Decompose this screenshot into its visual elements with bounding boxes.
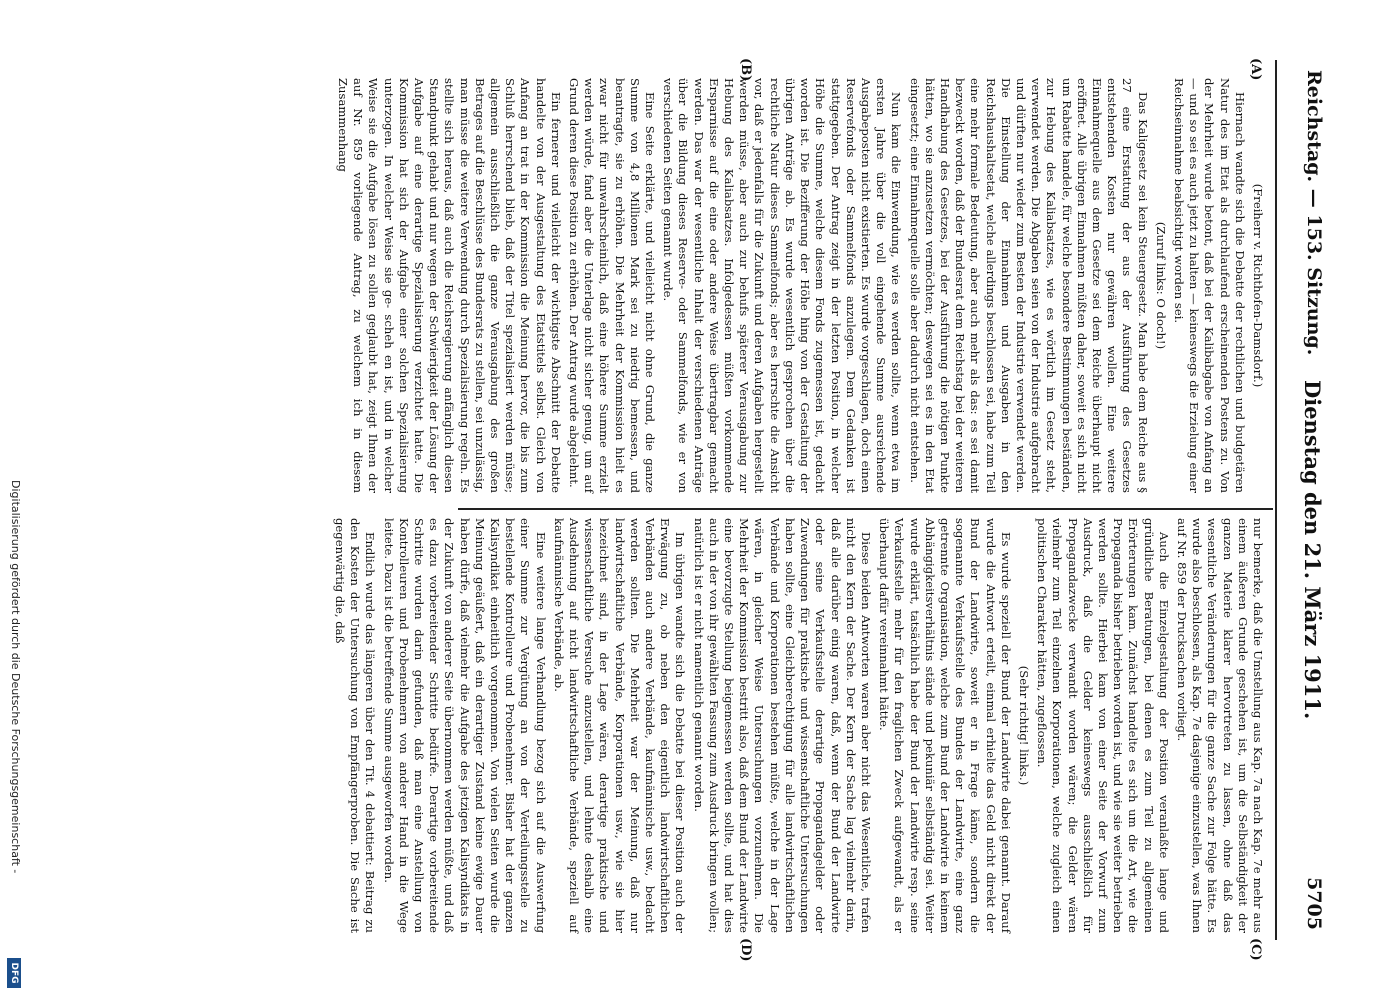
- paragraph: Im übrigen wandte sich die Debatte bei dieser Position auch der Erwägung zu, ob neben den eigentlich landwirtschaftlichen Verbänden auch andere Verbände, kaufmännische usw., bedacht werden sollten. Die Mehrheit war der Meinung, daß nur landwirtschaftliche Verbände, Korporationen usw., wie sie hier bezeichnet sind, in der Lage wären, derartige praktische und wissenschaftliche Versuche anzustellen, und lehnte deshalb eine Ausdehnung auf nicht landwirtschaftliche Verbände, speziell auf kaufmännische Verbände, ab.: [551, 518, 688, 933]
- page-number: 5705: [1303, 877, 1325, 930]
- speaker-line: (Freiherr v. Richthofen-Damsdorf.): [1251, 183, 1265, 388]
- margin-mark-a: (A): [1248, 58, 1263, 81]
- paragraph: Nun kam die Einwendung, wie es werden sollte, wenn etwa im ersten Jahre über die voll eingehende Summe ausreichende Ausgabeposten nicht existierten. Es wurde vorgeschlagen, doch einen Reservefonds oder Sammelfonds anzulegen. Dem Gedanken ist stattgegeben. Der Antrag zeigt in der letzten Position, in welcher Höhe die Summe, welche diesem Fonds zugemessen ist, gedacht worden ist. Die Bezifferung der Höhe hing von der Gestaltung der übrigen Anträge ab. Es wurde wesentlich gesprochen über die rechtliche Natur dieses Sammelfonds; aber es herrschte die Ansicht vor, daß er jedenfalls für die Zukunft und deren Aufgaben hergestellt werden müsse, aber auch zur behufs späterer Verausgabung zur Hebung des Kaliabsatzes. Infolgedessen müßten vorkommende Ersparnisse auf die eine oder andere Weise übertragbar gemacht werden. Das war der wesentliche Inhalt der verschiedenen Anträge über die Bildung dieses Reserve- oder Sammelfonds, wie er von verschiedenen Seiten genannt wurde.: [661, 78, 904, 493]
- header-date: Dienstag den 21. März 1911.: [1300, 380, 1325, 720]
- header-left: Reichstag. — 153. Sitzung.: [1303, 70, 1325, 356]
- paragraph: Das Kaligesetz sei kein Steuergesetz. Man habe dem Reiche aus § 27 eine Erstattung der aus der Ausführung des Gesetzes entstehenden Kosten nur gewähren wollen. Eine weitere Einnahmequelle aus dem Gesetze sei dem Reiche überhaupt nicht eröffnet. Alle übrigen Einnahmen müßten daher, soweit es sich nicht um Rabatte handele, für welche besondere Bestimmungen beständen, zur Hebung des Kaliabsatzes, wie es wörtlich im Gesetz steht, verwendet werden. Die Abgaben seien von der Industrie aufgebracht und dürften nur wieder zum Besten der Industrie verwendet werden. Die Einstellung der Einnahmen und Ausgaben in den Reichshaushaltsetat, welche allerdings beschlossen sei, habe zum Teil eine mehr formale Bedeutung, aber auch mehr als das: es sei damit bezweckt worden, daß der Bundesrat dem Reichstag bei der weiteren Handhabung des Gesetzes, bei der Ausführung die nötigen Punkte hätten, wo sie anzusetzen vermöchten; deswegen sei es in den Etat eingesetzt; eine Einnahmequelle solle aber dadurch nicht entstehen.: [907, 78, 1150, 493]
- digitization-credit: Digitalisierung gefördert durch die Deutsche Forschungsgemeinschaft -: [9, 480, 22, 874]
- dfg-logo: DFG: [7, 958, 21, 988]
- paragraph: nur bemerke, daß die Umstellung aus Kap. 7a nach Kap. 7e mehr aus einem äußeren Grunde geschehen ist, um die Selbständigkeit der ganzen Materie klarer hervortreten zu lassen, ohne daß das wesentliche Veränderungen für die ganze Sache zur Folge hätte. Es wurde also beschlossen, als Kap. 7e dasjenige einzustellen, was Ihnen auf Nr. 859 der Drucksachen vorliegt.: [1174, 518, 1265, 933]
- right-column: [333, 518, 1265, 933]
- paragraph: Ein fernerer und vielleicht der wichtigste Abschnitt der Debatte handelte von der Ausgestaltung des Etatstitels selbst. Gleich von Anfang an trat in der Kommission die Meinung hervor, die bis zum Schluß herrschend blieb, daß der Titel spezialisiert werden müsse; allgemein ausschließlich die ganze Verausgabung des großen Betrages auf die Beschlüsse des Bundesrats zu stellen, sei unzulässig, man müsse die weitere Verwendung durch Spezialisierung regeln. Es stellte sich heraus, daß auch die Reichsregierung anfänglich diesen Standpunkt gehabt und nur wegen der Schwierigkeit der Lösung der Aufgabe auf eine derartige Spezialisierung verzichtet hatte. Die Kommission hat sich der Aufgabe einer solchen Spezialisierung unterzogen. In welcher Weise sie ge- scheh en ist, und in welcher Weise sie die Aufgabe lösen zu sollen geglaubt hat, zeigt Ihnen der auf Nr. 859 vorliegende Antrag, zu welchem ich in diesem Zusammenhang: [336, 78, 563, 493]
- paragraph: Auch die Einzelgestaltung der Position veranlaßte lange und gründliche Beratungen, bei denen es zum Teil zu allgemeinen Erörterungen kam. Zunächst handelte es sich um die Art, wie die Propaganda bisher betrieben worden ist, und wie sie weiter betrieben werden sollte. Hierbei kam von einer Seite der Vorwurf zum Ausdruck, daß die Gelder keineswegs ausschließlich für Propagandazwecke verwandt worden wären; die Gelder wären vielmehr zum Teil einzelnen Korporationen, welche zugleich einen politischen Charakter hätten, zugeflossen.: [1035, 518, 1171, 933]
- header-rule: [1275, 60, 1277, 940]
- interjection: (Sehr richtig! links.): [1016, 665, 1031, 786]
- paragraph: Hiernach wandte sich die Debatte der rechtlichen und budgetären Natur des im Etat als durchlaufend erscheinenden Postens zu. Von der Mehrheit wurde betont, daß bei der Kalibabgabe von Anfang an — und so sei es auch jetzt zu halten — keineswegs die Erzielung einer Reichseinnahme beabsichtigt worden sei.: [1171, 78, 1247, 493]
- paragraph: Diese beiden Antworten waren aber nicht das Wesentliche, trafen nicht den Kern der Sache. Der Kern der Sache lag vielmehr darin, daß alle darüber einig waren, daß, wenn der Bund der Landwirte oder seine Verkaufsstelle derartige Propagandagelder oder Zuwendungen für praktische und wissenschaftliche Untersuchungen haben sollte, eine Gleichberechtigung für alle landwirtschaftlichen Verbände und Korporationen bestehen müßte, welche in der Lage wären, in gleicher Weise Untersuchungen vorzunehmen. Die Mehrheit der Kommission bestritt also, daß dem Bund der Landwirte eine bevorzugte Stellung beigemessen werden sollte, und hat dies auch in der von ihr gewählten Fassung zum Ausdruck bringen wollen; natürlich ist er nicht namentlich genannt worden.: [691, 518, 873, 933]
- interjection: (Zuruf links: O doch!): [1153, 221, 1168, 350]
- paragraph: Endlich wurde das längeren über den Tit. 4 debattiert: Beitrag zu den Kosten der Untersuchung von Empfängerproben. Die Sache ist gegenwärtig die, daß: [333, 518, 378, 933]
- paragraph: Eine weitere lange Verhandlung bezog sich auf die Auswerfung einer Summe zur Vergütung an von der Verteilungsstelle zu bestellende Kontrolleure und Probenehmer. Bisher hat der ganzen Kalisyndikat einheitlich vorgenommen. Von vielen Seiten wurde die Meinung geäußert, daß ein derartiger Zustand keine ewige Dauer haben dürfe, daß vielmehr die Aufgabe des jetzigen Kalisyndikats in der Zukunft von anderer Seite übernommen werden müßte, und daß es dazu vorbereitender Schritte bedürfe. Derartige vorbereitende Schritte wurden darin gefunden, daß man eine Anstellung von Kontrolleuren und Probenehmern von anderer Hand in die Wege leitete. Dazu ist die betreffende Summe ausgeworfen worden.: [381, 518, 548, 933]
- margin-mark-d: (D): [738, 938, 753, 962]
- paragraph: Eine Seite erklärte, und vielleicht nicht ohne Grund, die ganze Summe von 4,8 Millionen Mark sei zu niedrig bemessen, und beantragte, sie zu erhöhen. Die Mehrheit der Kommission hielt es zwar nicht für unwahrscheinlich, daß eine höhere Summe erzielt werden würde, fand aber die Unterlage nicht sicher genug, um auf Grund deren diese Position zu erhöhen. Der Antrag wurde abgelehnt.: [567, 78, 658, 493]
- page-header: [1285, 70, 1325, 930]
- margin-mark-b: (B): [738, 58, 753, 82]
- margin-mark-c: (C): [1248, 938, 1263, 961]
- paragraph: Es wurde speziell der Bund der Landwirte dabei genannt. Darauf wurde die Antwort erteilt, einmal erhielte das Geld nicht direkt der Bund der Landwirte, soweit er in Frage käme, sondern die sogenannte Verkaufsstelle des Bundes der Landwirte, eine ganz getrennte Organisation, welche zum Bund der Landwirte in keinem Abhängigkeitsverhältnis stände und pekuniär selbständig sei. Weiter wurde erklärt, tatsächlich habe der Bund der Landwirte resp. seine Verkaufsstelle mehr für den fraglichen Zweck aufgewandt, als er überhaupt dafür vereinnahmt hätte.: [877, 518, 1013, 933]
- column-divider: [458, 508, 1273, 510]
- left-column: [336, 78, 1265, 493]
